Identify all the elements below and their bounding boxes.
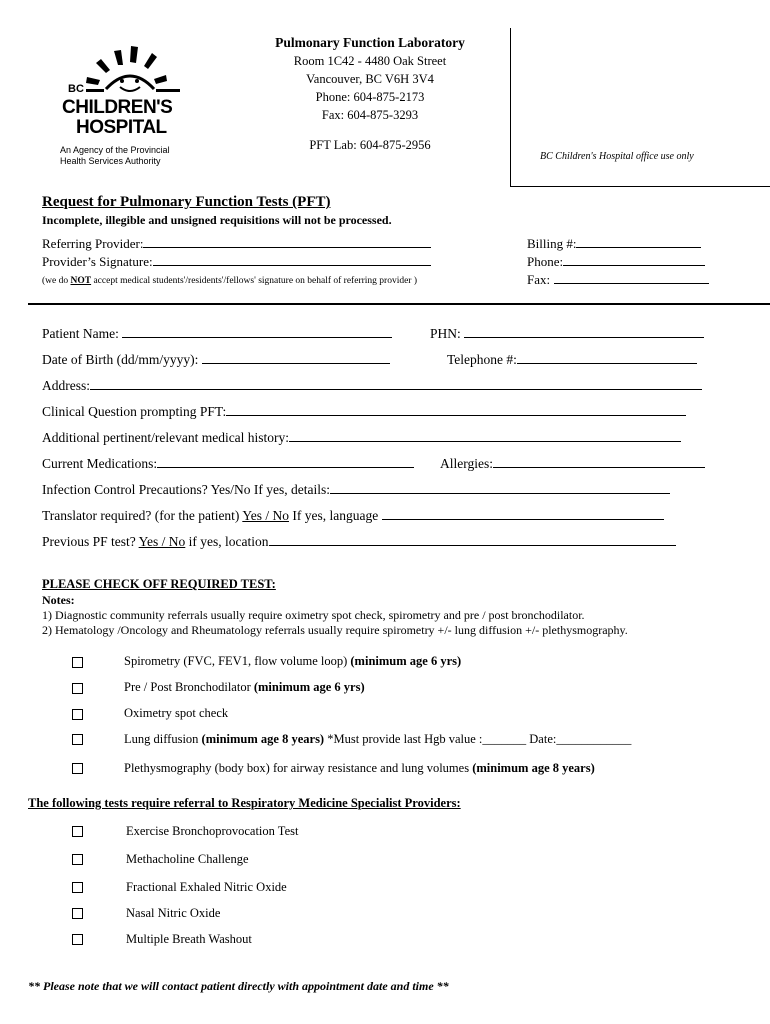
exercise-test-label: Exercise Bronchoprovocation Test <box>126 824 299 838</box>
exercise-test-checkbox[interactable] <box>72 826 83 837</box>
oximetry-label: Oximetry spot check <box>124 706 229 720</box>
billing-field[interactable]: Billing #: <box>527 235 701 252</box>
washout-label: Multiple Breath Washout <box>126 932 252 946</box>
methacholine-checkbox[interactable] <box>72 854 83 865</box>
spirometry-checkbox[interactable] <box>72 657 83 668</box>
plethysmography-label: Plethysmography (body box) for airway resistance and lung volumes (minimum age 8 years) <box>124 761 595 775</box>
provider-phone-field[interactable]: Phone: <box>527 253 705 270</box>
clinical-question-field[interactable]: Clinical Question prompting PFT: <box>42 403 686 420</box>
nasal-no-checkbox[interactable] <box>72 908 83 919</box>
medical-history-field[interactable]: Additional pertinent/relevant medical history: <box>42 429 681 446</box>
dob-field[interactable]: Date of Birth (dd/mm/yyyy): <box>42 351 390 368</box>
bc-childrens-hospital-logo <box>60 45 210 170</box>
allergies-field[interactable]: Allergies: <box>440 455 705 472</box>
lab-title: Pulmonary Function Laboratory <box>275 35 465 50</box>
washout-checkbox[interactable] <box>72 934 83 945</box>
methacholine-label: Methacholine Challenge <box>126 852 249 866</box>
nasal-no-label: Nasal Nitric Oxide <box>126 906 221 920</box>
form-warning: Incomplete, illegible and unsigned requisitions will not be processed. <box>42 213 392 227</box>
office-use-label: BC Children's Hospital office use only <box>540 151 694 162</box>
logo-line2: HOSPITAL <box>76 117 167 138</box>
referring-provider-field[interactable]: Referring Provider: <box>42 235 431 252</box>
lab-address-block <box>230 34 510 154</box>
specialist-section-title: The following tests require referral to Respiratory Medicine Specialist Providers: <box>28 796 461 810</box>
feno-checkbox[interactable] <box>72 882 83 893</box>
office-use-box <box>510 28 770 187</box>
previous-test-field[interactable]: Previous PF test? Yes / No if yes, location <box>42 533 676 550</box>
provider-fax-field[interactable]: Fax: <box>527 271 709 288</box>
lab-fax: Fax: 604-875-3293 <box>321 108 419 122</box>
lab-room: Room 1C42 - 4480 Oak Street <box>293 54 447 68</box>
phn-field[interactable]: PHN: <box>430 325 704 342</box>
bronchodilator-label: Pre / Post Bronchodilator (minimum age 6 yrs) <box>124 680 365 694</box>
feno-label: Fractional Exhaled Nitric Oxide <box>126 880 287 894</box>
lab-pft: PFT Lab: 604-875-2956 <box>309 138 431 152</box>
check-section-title: PLEASE CHECK OFF REQUIRED TEST: <box>42 577 276 591</box>
lab-phone: Phone: 604-875-2173 <box>315 90 425 104</box>
lung-diffusion-checkbox[interactable] <box>72 734 83 745</box>
logo-line1: CHILDREN'S <box>62 97 173 118</box>
lab-city: Vancouver, BC V6H 3V4 <box>306 72 434 86</box>
provider-signature-field[interactable]: Provider’s Signature: <box>42 253 431 270</box>
translator-field[interactable]: Translator required? (for the patient) Yes / No If yes, language <box>42 507 664 524</box>
form-title: Request for Pulmonary Function Tests (PFT) <box>42 194 331 210</box>
spirometry-label: Spirometry (FVC, FEV1, flow volume loop) (minimum age 6 yrs) <box>124 654 462 668</box>
plethysmography-checkbox[interactable] <box>72 763 83 774</box>
footer-note: ** Please note that we will contact patient directly with appointment date and time ** <box>28 979 449 993</box>
signature-note: (we do NOT accept medical students'/residents'/fellows' signature on behalf of referring provider ) <box>42 276 418 286</box>
address-field[interactable]: Address: <box>42 377 702 394</box>
logo-bc: BC <box>68 83 84 95</box>
bronchodilator-checkbox[interactable] <box>72 683 83 694</box>
lung-diffusion-label: Lung diffusion (minimum age 8 years) *Must provide last Hgb value :_______ Date:____________ <box>124 732 632 746</box>
section-divider <box>28 303 770 305</box>
check-notes: Notes: 1) Diagnostic community referrals usually require oximetry spot check, spirometry and pre / post bronchodilator. 2) Hematology /Oncology and Rheumatology referrals usually require spirometry +/- lung diffusion +/- plethysmography. <box>42 593 628 637</box>
oximetry-checkbox[interactable] <box>72 709 83 720</box>
telephone-field[interactable]: Telephone #: <box>447 351 697 368</box>
infection-control-field[interactable]: Infection Control Precautions? Yes/No If yes, details: <box>42 481 670 498</box>
logo-agency: An Agency of the Provincial Health Services Authority <box>60 145 170 166</box>
medications-field[interactable]: Current Medications: <box>42 455 414 472</box>
patient-name-field[interactable]: Patient Name: <box>42 325 392 342</box>
